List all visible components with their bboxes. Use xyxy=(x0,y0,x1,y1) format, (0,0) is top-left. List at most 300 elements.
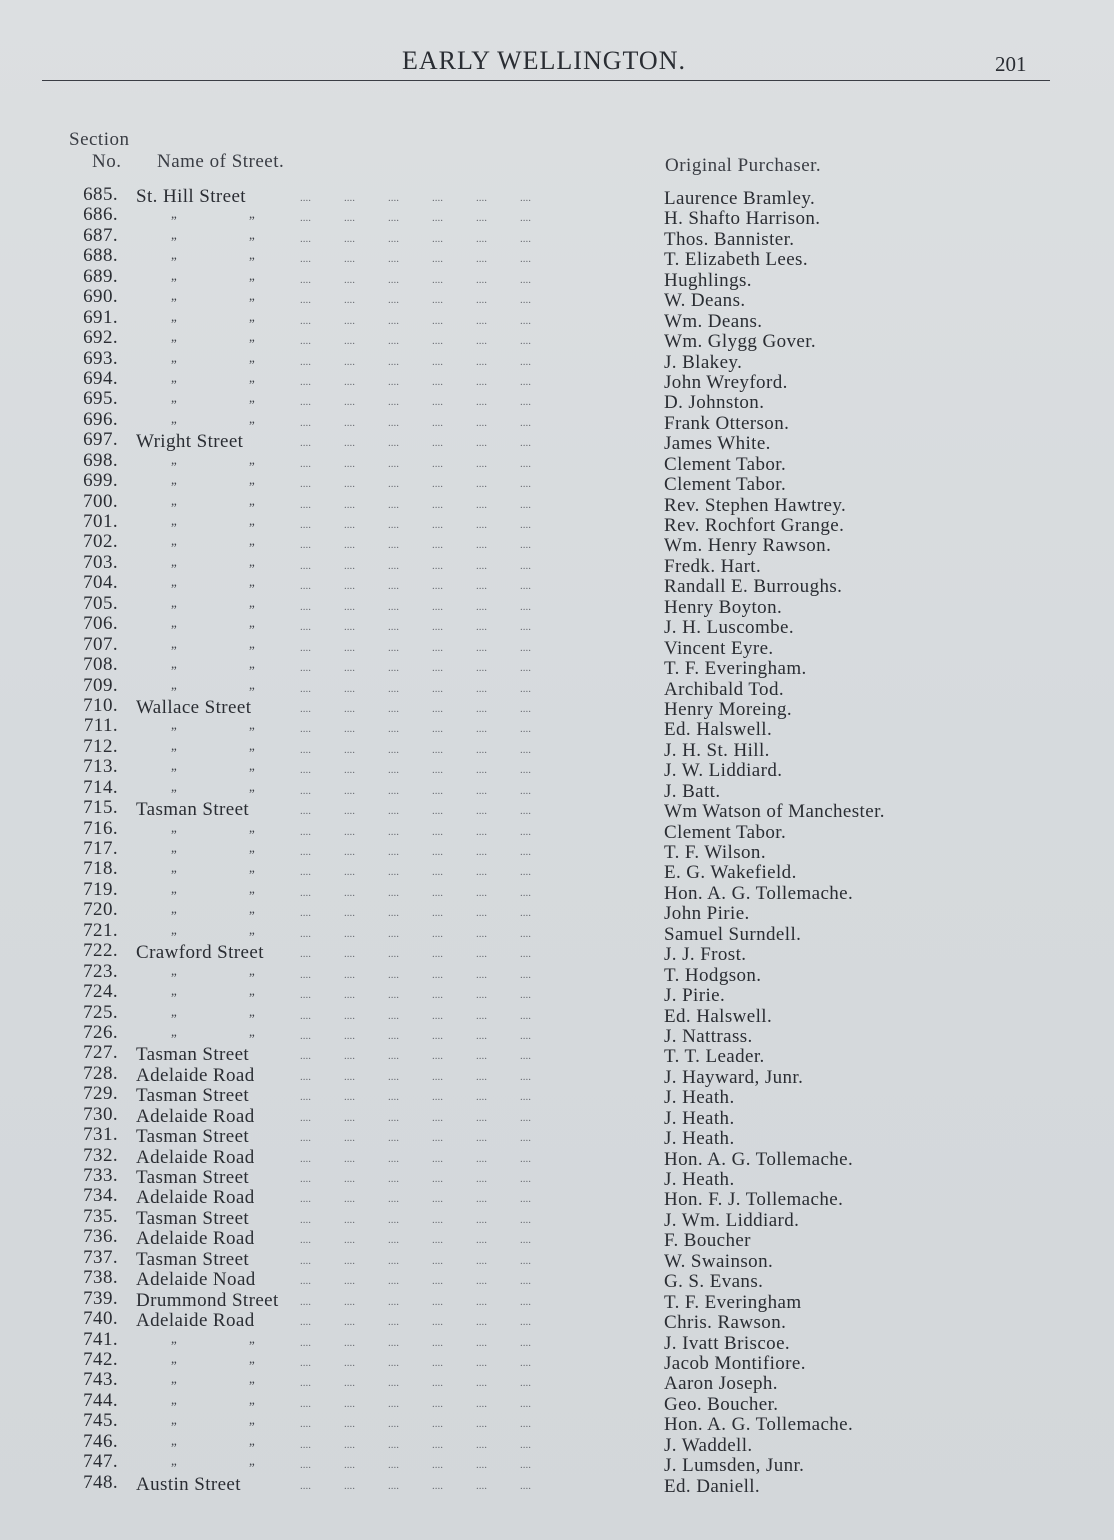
ditto-mark: ” xyxy=(171,663,178,679)
purchaser-name: T. F. Wilson. xyxy=(664,842,766,863)
leader-dots: .... .... .... .... .... .... xyxy=(300,375,531,388)
section-number: 746. xyxy=(83,1430,118,1452)
ditto-mark: ” xyxy=(249,785,256,801)
section-number: 744. xyxy=(83,1389,118,1411)
table-row xyxy=(0,1062,1114,1088)
purchaser-name: J. Pirie. xyxy=(664,985,726,1007)
table-row xyxy=(0,306,1114,332)
leader-dots: .... .... .... .... .... .... xyxy=(300,1070,531,1083)
purchaser-name: G. S. Evans. xyxy=(664,1271,764,1293)
table-row xyxy=(0,1124,1114,1150)
ditto-mark: ” xyxy=(171,928,178,944)
ditto-mark: ” xyxy=(249,560,256,576)
sections-table xyxy=(0,184,1114,1497)
section-number: 743. xyxy=(83,1369,118,1391)
ditto-mark: ” xyxy=(249,356,256,372)
section-number: 701. xyxy=(83,511,118,532)
ditto-mark: ” xyxy=(171,683,178,699)
section-number: 725. xyxy=(83,1001,118,1023)
ditto-mark: ” xyxy=(249,683,256,699)
purchaser-name: J. H. Luscombe. xyxy=(664,617,795,639)
section-number: 729. xyxy=(83,1083,118,1105)
section-number: 711. xyxy=(83,715,118,737)
ditto-mark: ” xyxy=(249,1030,256,1046)
leader-dots: .... .... .... .... .... .... xyxy=(300,580,531,593)
ditto-mark: ” xyxy=(249,1439,256,1455)
ditto-mark: ” xyxy=(171,1357,178,1373)
purchaser-name: Frank Otterson. xyxy=(664,412,790,434)
leader-dots: .... .... .... .... .... .... xyxy=(300,1295,531,1308)
ditto-mark: ” xyxy=(171,1030,178,1046)
table-row xyxy=(0,184,1114,209)
table-row xyxy=(0,797,1114,823)
purchaser-name: T. Hodgson. xyxy=(664,964,762,986)
table-row xyxy=(0,613,1114,639)
table-row xyxy=(0,981,1114,1007)
street-name: Adelaide Road xyxy=(136,1187,255,1209)
leader-dots: .... .... .... .... .... .... xyxy=(300,682,531,695)
ditto-mark: ” xyxy=(249,1337,256,1353)
section-number: 733. xyxy=(83,1165,118,1186)
table-row xyxy=(0,674,1114,700)
street-name: Wallace Street xyxy=(136,696,252,718)
table-row xyxy=(0,1042,1114,1068)
table-row xyxy=(0,408,1114,434)
purchaser-name: James White. xyxy=(664,433,771,455)
section-number: 691. xyxy=(83,306,118,328)
table-row xyxy=(0,1287,1114,1313)
table-row xyxy=(0,858,1114,884)
section-number: 686. xyxy=(83,204,118,226)
ditto-mark: ” xyxy=(249,213,256,229)
page-title: EARLY WELLINGTON. xyxy=(402,46,686,75)
section-number: 694. xyxy=(83,367,118,389)
ditto-mark: ” xyxy=(171,1460,178,1476)
table-row xyxy=(0,1410,1114,1436)
ditto-mark: ” xyxy=(249,663,256,679)
table-row xyxy=(0,654,1114,680)
section-number: 736. xyxy=(83,1226,118,1248)
section-number: 730. xyxy=(83,1103,118,1125)
table-row xyxy=(0,1165,1114,1190)
section-number: 737. xyxy=(83,1246,118,1268)
leader-dots: .... .... .... .... .... .... xyxy=(300,805,531,818)
ditto-mark: ” xyxy=(249,990,256,1006)
section-number: 722. xyxy=(83,940,118,962)
leader-dots: .... .... .... .... .... .... xyxy=(300,253,531,266)
ditto-mark: ” xyxy=(171,1439,178,1455)
ditto-mark: ” xyxy=(171,479,178,495)
ditto-mark: ” xyxy=(249,397,256,413)
table-row xyxy=(0,224,1114,250)
section-number: 693. xyxy=(83,347,118,369)
section-number: 735. xyxy=(83,1205,118,1227)
leader-dots: .... .... .... .... .... .... xyxy=(300,1213,531,1226)
street-name: Tasman Street xyxy=(136,1044,250,1066)
ditto-mark: ” xyxy=(249,1398,256,1414)
street-name: St. Hill Street xyxy=(136,186,246,207)
ditto-mark: ” xyxy=(171,499,178,515)
leader-dots: .... .... .... .... .... .... xyxy=(300,743,531,756)
ditto-mark: ” xyxy=(249,724,256,740)
ditto-mark: ” xyxy=(249,520,256,535)
table-row xyxy=(0,1389,1114,1415)
section-number: 700. xyxy=(83,490,118,512)
section-number: 710. xyxy=(83,694,118,716)
ditto-mark: ” xyxy=(171,1378,178,1394)
leader-dots: .... .... .... .... .... .... xyxy=(300,1254,531,1267)
table-row xyxy=(0,245,1114,271)
leader-dots: .... .... .... .... .... .... xyxy=(300,1111,531,1124)
ditto-mark: ” xyxy=(171,417,178,433)
purchaser-name: Wm. Henry Rawson. xyxy=(664,535,832,557)
purchaser-name: Rev. Stephen Hawtrey. xyxy=(664,494,847,516)
leader-dots: .... .... .... .... .... .... xyxy=(300,866,531,879)
purchaser-name: J. W. Liddiard. xyxy=(664,760,783,782)
table-row xyxy=(0,1083,1114,1109)
ditto-mark: ” xyxy=(171,744,178,760)
ditto-mark: ” xyxy=(171,397,178,413)
ditto-mark: ” xyxy=(249,1357,256,1373)
ditto-mark: ” xyxy=(171,785,178,801)
section-number: 747. xyxy=(83,1451,118,1473)
table-row xyxy=(0,878,1114,904)
street-name: Tasman Street xyxy=(136,1207,250,1229)
leader-dots: .... .... .... .... .... .... xyxy=(300,1193,531,1206)
purchaser-name: T. F. Everingham. xyxy=(664,658,807,680)
street-name: Adelaide Road xyxy=(136,1064,255,1086)
ditto-mark: ” xyxy=(249,847,256,862)
ditto-mark: ” xyxy=(249,928,256,944)
leader-dots: .... .... .... .... .... .... xyxy=(300,1152,531,1165)
purchaser-name: J. Nattrass. xyxy=(664,1025,753,1047)
table-row xyxy=(0,347,1114,373)
ditto-mark: ” xyxy=(249,581,256,597)
purchaser-name: J. Lumsden, Junr. xyxy=(664,1455,805,1477)
page-number: 201 xyxy=(995,52,1027,76)
ditto-mark: ” xyxy=(171,315,178,331)
leader-dots: .... .... .... .... .... .... xyxy=(300,335,531,348)
ditto-mark: ” xyxy=(171,336,178,352)
table-row xyxy=(0,1369,1114,1395)
purchaser-name: W. Deans. xyxy=(664,290,746,312)
leader-dots: .... .... .... .... .... .... xyxy=(300,948,531,961)
purchaser-name: Hughlings. xyxy=(664,269,752,291)
section-number: 689. xyxy=(83,265,118,287)
table-row xyxy=(0,388,1114,414)
leader-dots: .... .... .... .... .... .... xyxy=(300,457,531,470)
purchaser-name: J. Batt. xyxy=(664,780,721,802)
leader-dots: .... .... .... .... .... .... xyxy=(300,1316,531,1329)
leader-dots: .... .... .... .... .... .... xyxy=(300,437,531,450)
section-number: 745. xyxy=(83,1410,118,1432)
table-row xyxy=(0,449,1114,475)
purchaser-name: T. F. Everingham xyxy=(664,1291,802,1313)
purchaser-name: Wm. Glygg Gover. xyxy=(664,331,817,353)
ditto-mark: ” xyxy=(249,274,256,290)
section-number: 721. xyxy=(83,919,118,941)
section-number: 726. xyxy=(83,1021,118,1043)
leader-dots: .... .... .... .... .... .... xyxy=(300,519,531,531)
ditto-mark: ” xyxy=(171,908,178,924)
purchaser-name: Wm Watson of Manchester. xyxy=(664,801,885,823)
street-name: Crawford Street xyxy=(136,942,264,964)
table-row xyxy=(0,1348,1114,1374)
section-number: 702. xyxy=(83,531,118,553)
purchaser-name: Archibald Tod. xyxy=(664,678,785,700)
leader-dots: .... .... .... .... .... .... xyxy=(300,989,531,1002)
purchaser-name: Ed. Halswell. xyxy=(664,719,773,741)
leader-dots: .... .... .... .... .... .... xyxy=(300,273,531,286)
leader-dots: .... .... .... .... .... .... xyxy=(300,846,531,858)
purchaser-name: J. Heath. xyxy=(664,1169,735,1190)
ditto-mark: ” xyxy=(171,213,178,229)
section-number: 724. xyxy=(83,981,118,1003)
table-row xyxy=(0,265,1114,291)
table-row xyxy=(0,715,1114,741)
section-number: 731. xyxy=(83,1124,118,1146)
table-row xyxy=(0,960,1114,986)
purchaser-name: Hon. F. J. Tollemache. xyxy=(664,1189,844,1211)
column-header-section: Section xyxy=(69,129,130,150)
leader-dots: .... .... .... .... .... .... xyxy=(300,1397,531,1410)
table-row xyxy=(0,1328,1114,1354)
section-number: 738. xyxy=(83,1267,118,1289)
purchaser-name: John Wreyford. xyxy=(664,371,788,393)
section-number: 692. xyxy=(83,327,118,349)
purchaser-name: Samuel Surndell. xyxy=(664,923,802,945)
ditto-mark: ” xyxy=(171,765,178,781)
ditto-mark: ” xyxy=(171,520,178,535)
section-number: 697. xyxy=(83,429,118,451)
leader-dots: .... .... .... .... .... .... xyxy=(300,1356,531,1369)
leader-dots: .... .... .... .... .... .... xyxy=(300,539,531,552)
leader-dots: .... .... .... .... .... .... xyxy=(300,764,531,777)
ditto-mark: ” xyxy=(171,601,178,617)
ditto-mark: ” xyxy=(171,622,178,638)
leader-dots: .... .... .... .... .... .... xyxy=(300,784,531,797)
ditto-mark: ” xyxy=(171,376,178,392)
table-row xyxy=(0,429,1114,455)
column-header-no: No. xyxy=(92,151,122,172)
ditto-mark: ” xyxy=(249,458,256,474)
section-number: 708. xyxy=(83,654,118,676)
ditto-mark: ” xyxy=(171,847,178,862)
table-row xyxy=(0,1471,1114,1497)
ditto-mark: ” xyxy=(171,560,178,576)
purchaser-name: Rev. Rochfort Grange. xyxy=(664,515,845,536)
column-header-purchaser: Original Purchaser. xyxy=(665,155,822,176)
leader-dots: .... .... .... .... .... .... xyxy=(300,416,531,429)
ditto-mark: ” xyxy=(249,601,256,617)
section-number: 732. xyxy=(83,1144,118,1166)
table-row xyxy=(0,1267,1114,1293)
table-row xyxy=(0,511,1114,536)
purchaser-name: Jacob Montifiore. xyxy=(664,1352,806,1374)
ditto-mark: ” xyxy=(249,1419,256,1435)
section-number: 699. xyxy=(83,470,118,492)
leader-dots: .... .... .... .... .... .... xyxy=(300,1459,531,1472)
ditto-mark: ” xyxy=(171,356,178,372)
ditto-mark: ” xyxy=(171,1010,178,1026)
section-number: 717. xyxy=(83,838,118,859)
purchaser-name: Hon. A. G. Tollemache. xyxy=(664,1414,854,1436)
table-row xyxy=(0,776,1114,802)
purchaser-name: Hon. A. G. Tollemache. xyxy=(664,882,854,904)
leader-dots: .... .... .... .... .... .... xyxy=(300,600,531,613)
leader-dots: .... .... .... .... .... .... xyxy=(300,621,531,634)
ditto-mark: ” xyxy=(249,499,256,515)
purchaser-name: Vincent Eyre. xyxy=(664,637,774,659)
section-number: 728. xyxy=(83,1062,118,1084)
table-row xyxy=(0,838,1114,863)
street-name: Adelaide Road xyxy=(136,1146,255,1168)
section-number: 695. xyxy=(83,388,118,410)
section-number: 703. xyxy=(83,551,118,573)
street-name: Drummond Street xyxy=(136,1289,279,1311)
ditto-mark: ” xyxy=(171,642,178,658)
street-name: Tasman Street xyxy=(136,1167,250,1188)
ditto-mark: ” xyxy=(249,315,256,331)
table-row xyxy=(0,204,1114,230)
section-number: 704. xyxy=(83,572,118,594)
table-row xyxy=(0,694,1114,720)
purchaser-name: Geo. Boucher. xyxy=(664,1393,779,1415)
section-number: 719. xyxy=(83,878,118,900)
table-row xyxy=(0,940,1114,966)
section-number: 696. xyxy=(83,408,118,430)
leader-dots: .... .... .... .... .... .... xyxy=(300,192,531,204)
leader-dots: .... .... .... .... .... .... xyxy=(300,478,531,491)
ditto-mark: ” xyxy=(249,1378,256,1394)
ditto-mark: ” xyxy=(249,826,256,842)
table-row xyxy=(0,1451,1114,1477)
street-name: Adelaide Road xyxy=(136,1105,255,1127)
table-row xyxy=(0,1226,1114,1252)
section-number: 698. xyxy=(83,449,118,471)
table-row xyxy=(0,1430,1114,1456)
leader-dots: .... .... .... .... .... .... xyxy=(300,1091,531,1104)
section-number: 690. xyxy=(83,286,118,308)
section-number: 720. xyxy=(83,899,118,921)
street-name: Tasman Street xyxy=(136,1248,250,1270)
section-number: 713. xyxy=(83,756,118,778)
ditto-mark: ” xyxy=(249,295,256,311)
leader-dots: .... .... .... .... .... .... xyxy=(300,294,531,307)
ditto-mark: ” xyxy=(171,969,178,985)
leader-dots: .... .... .... .... .... .... xyxy=(300,232,531,245)
purchaser-name: Ed. Halswell. xyxy=(664,1005,773,1027)
street-name: Tasman Street xyxy=(136,1085,250,1107)
leader-dots: .... .... .... .... .... .... xyxy=(300,1009,531,1022)
leader-dots: .... .... .... .... .... .... xyxy=(300,314,531,327)
table-row xyxy=(0,1308,1114,1334)
ditto-mark: ” xyxy=(249,336,256,352)
ditto-mark: ” xyxy=(171,887,178,903)
section-number: 723. xyxy=(83,960,118,982)
leader-dots: .... .... .... .... .... .... xyxy=(300,1479,531,1492)
leader-dots: .... .... .... .... .... .... xyxy=(300,212,531,225)
ditto-mark: ” xyxy=(249,887,256,903)
ditto-mark: ” xyxy=(171,826,178,842)
ditto-mark: ” xyxy=(171,1398,178,1414)
section-number: 715. xyxy=(83,797,118,819)
table-row xyxy=(0,572,1114,598)
purchaser-name: T. T. Leader. xyxy=(664,1046,765,1068)
purchaser-name: Clement Tabor. xyxy=(664,453,787,475)
section-number: 688. xyxy=(83,245,118,267)
ditto-mark: ” xyxy=(171,581,178,597)
leader-dots: .... .... .... .... .... .... xyxy=(300,641,531,654)
leader-dots: .... .... .... .... .... .... xyxy=(300,1275,531,1288)
leader-dots: .... .... .... .... .... .... xyxy=(300,825,531,838)
street-name: Adelaide Road xyxy=(136,1310,255,1332)
section-number: 739. xyxy=(83,1287,118,1309)
street-name: Wright Street xyxy=(136,431,244,453)
table-row xyxy=(0,817,1114,843)
ditto-mark: ” xyxy=(249,765,256,781)
leader-dots: .... .... .... .... .... .... xyxy=(300,1050,531,1063)
section-number: 734. xyxy=(83,1185,118,1207)
table-row xyxy=(0,633,1114,659)
section-number: 741. xyxy=(83,1328,118,1350)
ditto-mark: ” xyxy=(171,990,178,1006)
ditto-mark: ” xyxy=(249,1010,256,1026)
leader-dots: .... .... .... .... .... .... xyxy=(300,1336,531,1349)
leader-dots: .... .... .... .... .... .... xyxy=(300,662,531,675)
table-row xyxy=(0,1021,1114,1047)
purchaser-name: Ed. Daniell. xyxy=(664,1475,761,1497)
purchaser-name: Henry Moreing. xyxy=(664,698,793,720)
purchaser-name: D. Johnston. xyxy=(664,392,765,414)
leader-dots: .... .... .... .... .... .... xyxy=(300,1234,531,1247)
purchaser-name: Laurence Bramley. xyxy=(664,188,816,209)
table-row xyxy=(0,735,1114,761)
ditto-mark: ” xyxy=(171,540,178,556)
section-number: 685. xyxy=(83,184,118,205)
table-row xyxy=(0,919,1114,945)
table-row xyxy=(0,1185,1114,1211)
purchaser-name: Thos. Bannister. xyxy=(664,228,795,250)
leader-dots: .... .... .... .... .... .... xyxy=(300,1377,531,1390)
section-number: 716. xyxy=(83,817,118,839)
purchaser-name: J. Hayward, Junr. xyxy=(664,1066,804,1088)
section-number: 709. xyxy=(83,674,118,696)
header-rule xyxy=(42,80,1050,81)
leader-dots: .... .... .... .... .... .... xyxy=(300,723,531,736)
ditto-mark: ” xyxy=(171,295,178,311)
leader-dots: .... .... .... .... .... .... xyxy=(300,1132,531,1145)
table-row xyxy=(0,327,1114,353)
purchaser-name: J. Heath. xyxy=(664,1128,735,1150)
table-row xyxy=(0,1205,1114,1231)
leader-dots: .... .... .... .... .... .... xyxy=(300,396,531,409)
table-row xyxy=(0,1103,1114,1129)
leader-dots: .... .... .... .... .... .... xyxy=(300,927,531,940)
purchaser-name: J. Heath. xyxy=(664,1087,735,1109)
purchaser-name: J. Wm. Liddiard. xyxy=(664,1209,800,1231)
table-row xyxy=(0,367,1114,393)
purchaser-name: Wm. Deans. xyxy=(664,310,763,332)
section-number: 727. xyxy=(83,1042,118,1064)
ditto-mark: ” xyxy=(249,908,256,924)
leader-dots: .... .... .... .... .... .... xyxy=(300,1029,531,1042)
leader-dots: .... .... .... .... .... .... xyxy=(300,886,531,899)
purchaser-name: Fredk. Hart. xyxy=(664,555,762,577)
leader-dots: .... .... .... .... .... .... xyxy=(300,1438,531,1451)
section-number: 740. xyxy=(83,1308,118,1330)
purchaser-name: H. Shafto Harrison. xyxy=(664,208,821,230)
